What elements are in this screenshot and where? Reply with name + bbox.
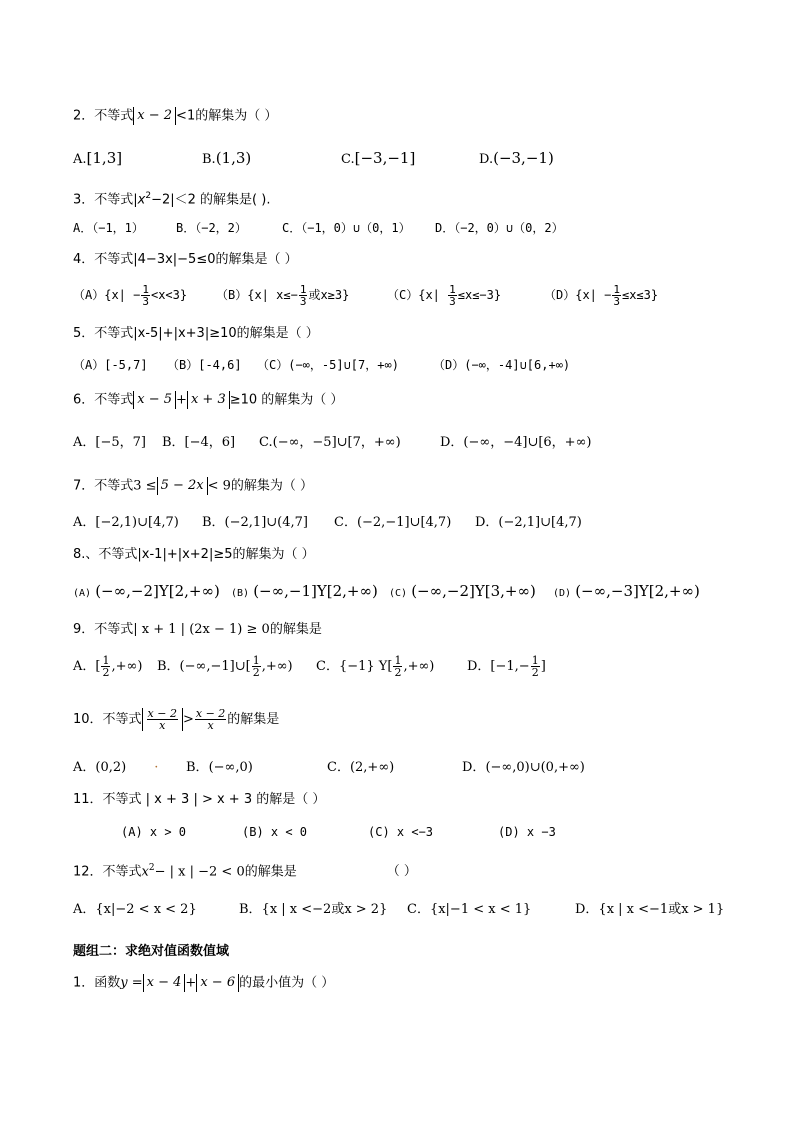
q9-option-a: A．[ $\frac{1}{2}$ ,+∞) — [73, 654, 143, 679]
q5-option-c: （C）(−∞，-5]∪[7，+∞) — [257, 358, 399, 372]
q7-option-c: C．(−2,−1]∪[4,7) — [334, 515, 452, 530]
q3-stem: 3．不等式$|x^2-2|<2$ 的解集是( ). — [73, 191, 271, 208]
q5-option-b: （B）[-4,6] — [167, 358, 242, 372]
q12-option-b: B．{x | x <−2或x > 2} — [239, 902, 388, 917]
s2-q1-stem: 1．函数y = x − 4 + x − 6 的最小值为（ ） — [73, 975, 335, 991]
section-title: 题组二：求绝对值函数值域 — [73, 944, 230, 959]
q3-option-c: C．（−1，0）∪（0，1） — [282, 221, 411, 235]
q4-option-a: （A）{x| − $\frac{1}{3}$ <x<3} — [73, 283, 188, 308]
q4-option-d: （D）{x| − $\frac{1}{3}$ ≤x≤3} — [544, 283, 659, 308]
q8-stem: 8.、不等式|x-1|+|x+2|≥5的解集为（ ） — [73, 547, 315, 562]
q7-option-d: D．(−2,1]∪[4,7) — [475, 515, 582, 530]
q4-stem: 4．不等式|4−3x|−5≤0的解集是（ ） — [73, 252, 298, 267]
abs-expression: x − 2 — [133, 107, 176, 125]
q12-option-c: C．{x|−1 < x < 1} — [407, 902, 532, 917]
q11-option-d: (D) x −3 — [498, 825, 556, 839]
q12-option-d: D．{x | x <−1或x > 1} — [575, 902, 725, 917]
q10-option-c: C．(2,+∞) — [327, 760, 395, 775]
q9-option-c: C．{−1} Y[ $\frac{1}{2}$ ,+∞) — [316, 654, 435, 679]
q11-stem: 11．不等式 | x + 3 | > x + 3 的解是（ ） — [73, 792, 326, 807]
q2-option-c: C.[−3,−1] — [341, 149, 416, 167]
q3-option-d: D．（−2，0）∪（0，2） — [435, 221, 564, 235]
q6-option-a: A．[−5，7] — [73, 435, 146, 450]
q2-stem: 2．不等式 x − 2 <1的解集为（ ） — [73, 108, 278, 124]
q8-option-a: (A) (−∞,−2]Y[2,+∞) — [73, 582, 220, 600]
q9-stem: 9．不等式| x + 1 | (2x − 1) ≥ 0的解集是 — [73, 622, 322, 637]
q11-option-c: (C) x <−3 — [368, 825, 434, 839]
q6-option-b: B．[−4，6] — [162, 435, 236, 450]
q4-option-b: （B）{x| x≤− $\frac{1}{3}$ 或x≥3} — [216, 283, 350, 308]
q3-option-a: A．（−1，1） — [73, 221, 144, 235]
q9-option-b: B．(−∞,−1]∪[ $\frac{1}{2}$ ,+∞) — [157, 654, 293, 679]
q2-option-b: B.(1,3) — [202, 149, 252, 167]
q10-option-b: B．(−∞,0) — [186, 760, 253, 775]
q2-option-a: A.[1,3] — [73, 149, 123, 167]
q4-option-c: （C）{x| $\frac{1}{3}$ ≤x≤−3} — [387, 283, 502, 308]
q7-stem: 7．不等式3 ≤ 5 − 2x < 9的解集为（ ） — [73, 478, 314, 494]
q8-option-d: (D) (−∞,−3]Y[2,+∞) — [553, 582, 700, 600]
q6-option-c: C.(−∞，−5]∪[7，+∞) — [259, 435, 401, 450]
q11-option-b: (B) x < 0 — [242, 825, 308, 839]
q9-option-d: D．[−1,− $\frac{1}{2}$ ] — [467, 654, 546, 679]
q6-option-d: D．(−∞，−4]∪[6，+∞) — [440, 435, 592, 450]
q12-stem: 12．不等式$x^2-$ | x | −2 < 0的解集是 （ ） — [73, 863, 417, 880]
q12-option-a: A．{x|−2 < x < 2} — [73, 902, 197, 917]
q3-option-b: B．（−2，2） — [176, 221, 247, 235]
q5-stem: 5．不等式|x-5|+|x+3|≥10的解集是（ ） — [73, 326, 319, 341]
q10-stem: 10．不等式 $\frac{x - 2}{x}$ > $\frac{x - 2}{x}$ 的解集是 — [73, 707, 280, 732]
q10-option-d: D．(−∞,0)∪(0,+∞) — [462, 760, 585, 775]
q8-option-b: (B) (−∞,−1]Y[2,+∞) — [231, 582, 378, 600]
q11-option-a: (A) x > 0 — [121, 825, 187, 839]
q8-option-c: (C) (−∞,−2]Y[3,+∞) — [389, 582, 536, 600]
q6-stem: 6．不等式 x − 5 + x + 3 ≥10 的解集为（ ） — [73, 392, 344, 408]
q5-option-d: （D）(−∞，-4]∪[6,+∞) — [433, 358, 571, 372]
q2-option-d: D.(−3,−1) — [479, 149, 554, 167]
q7-option-a: A．[−2,1)∪[4,7) — [73, 515, 179, 530]
q10-option-a: A．(0,2) · — [73, 760, 159, 775]
q7-option-b: B．(−2,1]∪(4,7] — [202, 515, 308, 530]
q5-option-a: （A）[-5,7] — [73, 358, 148, 372]
